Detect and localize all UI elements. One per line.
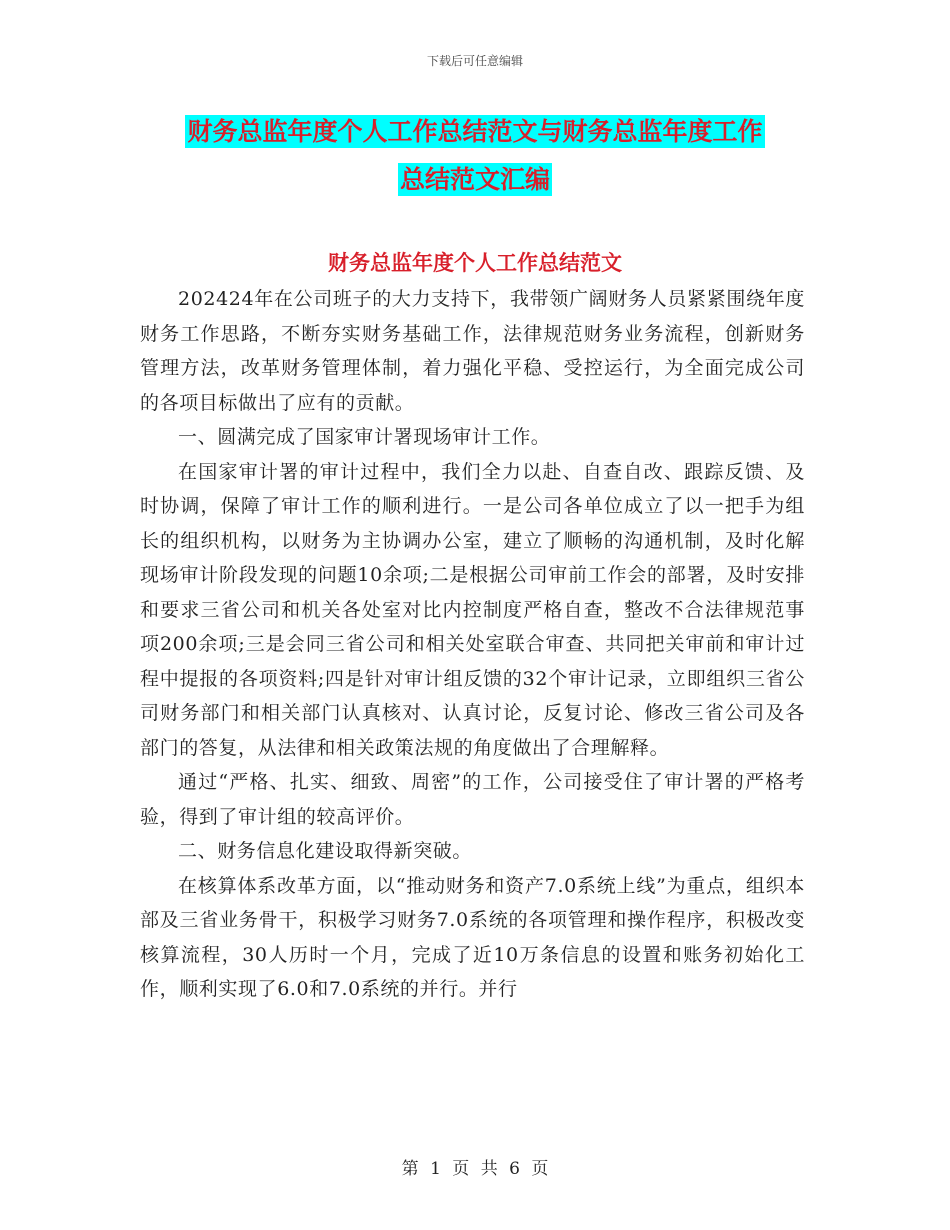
document-title [150,108,800,204]
paragraph-intro: 202424年在公司班子的大力支持下，我带领广阔财务人员紧紧围绕年度财务工作思路，不断夯实财务基础工作，法律规范财务业务流程，创新财务管理方法，改革财务管理体制，着力强化平稳、受控运行，为全面完成公司的各项目标做出了应有的贡献。 [140,288,805,414]
page-header-note: 下载后可任意编辑 [426,54,523,68]
heading-audit-work: 一、圆满完成了国家审计署现场审计工作。 [178,426,551,448]
heading-informatization: 二、财务信息化建设取得新突破。 [178,840,473,862]
document-body [140,282,805,1007]
paragraph-audit-result: 通过“严格、扎实、细致、周密”的工作，公司接受住了审计署的严格考验，得到了审计组的较高评价。 [140,771,805,828]
paragraph-audit-process: 在国家审计署的审计过程中，我们全力以赴、自查自改、跟踪反馈、及时协调，保障了审计工作的顺利进行。一是公司各单位成立了以一把手为组长的组织机构，以财务为主协调办公室，建立了顺畅的沟通机制，及时化解现场审计阶段发现的问题10余项;二是根据公司审前工作会的部署，及时安排和要求三省公司和机关各处室对比内控制度严格自查，整改不合法律规范事项200余项;三是会同三省公司和相关处室联合审查、共同把关审前和审计过程中提报的各项资料;四是针对审计组反馈的32个审计记录，立即组织三省公司财务部门和相关部门认真核对、认真讨论，反复讨论、修改三省公司及各部门的答复，从法律和相关政策法规的角度做出了合理解释。 [140,460,805,759]
page-number-footer: 第 1 页 共 6 页 [401,1159,549,1179]
document-title-line-1: 财务总监年度个人工作总结范文与财务总监年度工作 [187,117,763,146]
paragraph-accounting-reform: 在核算体系改革方面，以“推动财务和资产7.0系统上线”为重点，组织本部及三省业务骨干，积极学习财务7.0系统的各项管理和操作程序，积极改变核算流程，30人历时一个月，完成了近10万条信息的设置和账务初始化工作，顺利实现了6.0和7.0系统的并行。并行 [140,874,805,1000]
section-title: 财务总监年度个人工作总结范文 [328,250,622,275]
document-title-line-2: 总结范文汇编 [399,165,550,194]
